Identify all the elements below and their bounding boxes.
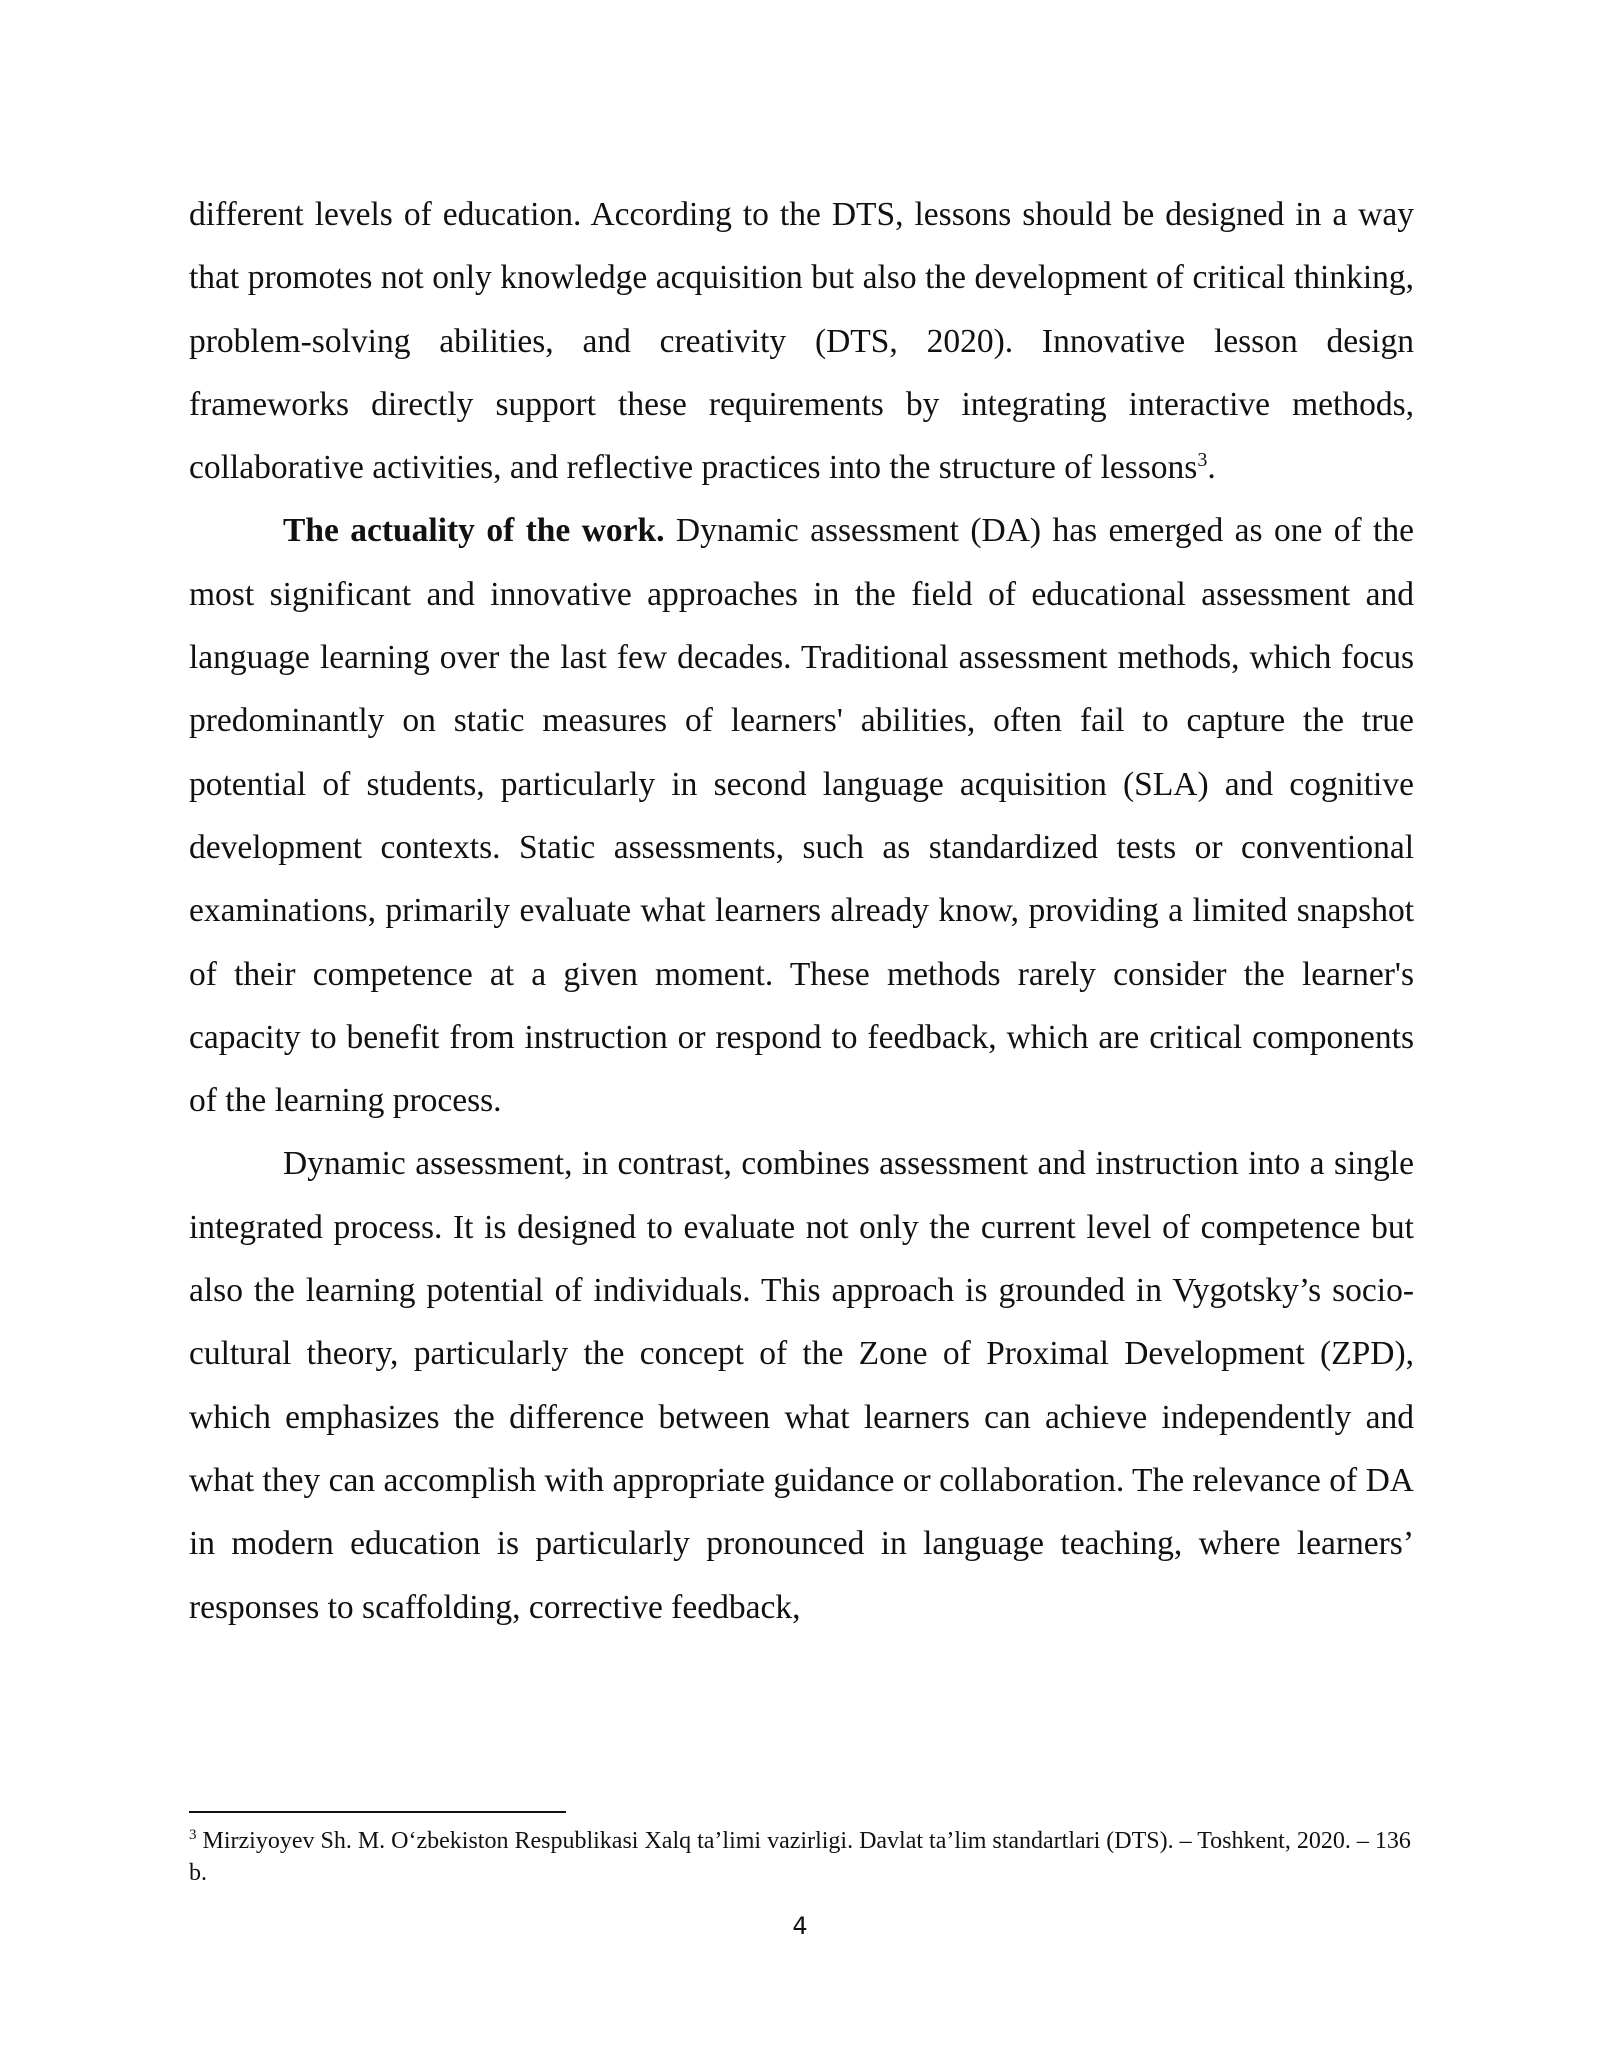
paragraph-2-text: Dynamic assessment (DA) has emerged as one of the most significant and innovative approaches in the field of educational assessment and language learning over the last few decades. Traditional assessment methods, which focus predominantly on static measures of learners' abilities, often fail to capture the true potential of students, particularly in second language acquisition (SLA) and cognitive development contexts. Static assessments, such as standardized tests or conventional examinations, primarily evaluate what learners already know, providing a limited snapshot of their competence at a given moment. These methods rarely consider the learner's capacity to benefit from instruction or respond to feedback, which are critical components of the learning process. bbox=[189, 512, 1414, 1120]
footnote-marker: 3 bbox=[189, 1827, 197, 1843]
paragraph-1-text: different levels of education. According to the DTS, lessons should be designed in a way that promotes not only knowledge acquisition but also the development of critical thinking, problem-solving abilities, and creativity (DTS, 2020). Innovative lesson design frameworks directly support these requirements by integrating interactive methods, collaborative activities, and reflective practices into the structure of lessons bbox=[189, 196, 1414, 487]
footnote-separator bbox=[189, 1811, 566, 1813]
paragraph-2 bbox=[189, 499, 1414, 1132]
body-text bbox=[189, 183, 1414, 1639]
footnote-reference: 3 bbox=[1197, 449, 1208, 472]
footnote bbox=[189, 1825, 1414, 1889]
paragraph-1-end: . bbox=[1207, 449, 1216, 487]
paragraph-3 bbox=[189, 1132, 1414, 1638]
paragraph-1 bbox=[189, 183, 1414, 499]
section-heading: The actuality of the work. bbox=[283, 512, 665, 550]
footnote-text: Mirziyoyev Sh. M. O‘zbekiston Respublikasi Xalq ta’limi vazirligi. Davlat ta’lim standartlari (DTS). – Toshkent, 2020. – 136 b. bbox=[189, 1828, 1411, 1886]
page-number: 4 bbox=[792, 1912, 808, 1940]
paragraph-3-text: Dynamic assessment, in contrast, combines assessment and instruction into a single integrated process. It is designed to evaluate not only the current level of competence but also the learning potential of individuals. This approach is grounded in Vygotsky’s socio-cultural theory, particularly the concept of the Zone of Proximal Development (ZPD), which emphasizes the difference between what learners can achieve independently and what they can accomplish with appropriate guidance or collaboration. The relevance of DA in modern education is particularly pronounced in language teaching, where learners’ responses to scaffolding, corrective feedback, bbox=[189, 1145, 1414, 1626]
footnote-entry bbox=[189, 1825, 1414, 1889]
